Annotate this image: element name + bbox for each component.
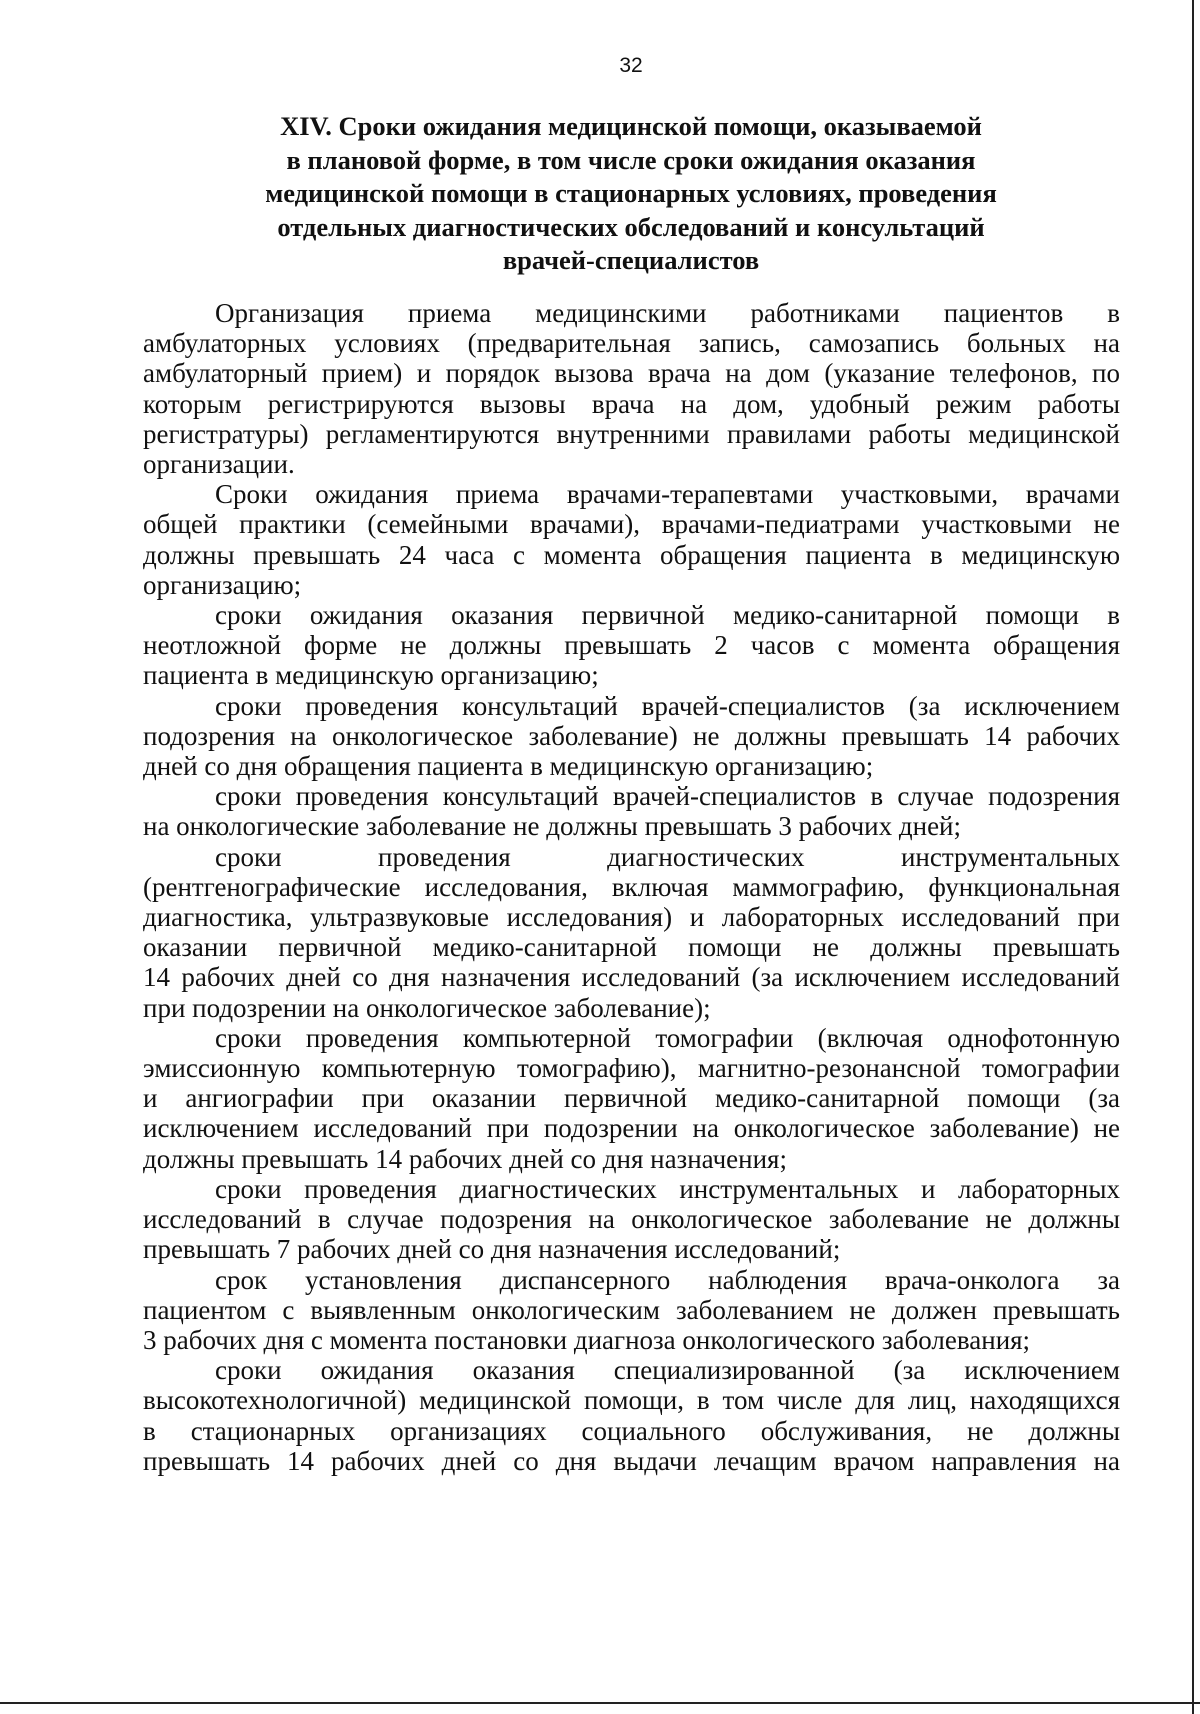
- heading-line: XIV. Сроки ожидания медицинской помощи, оказываемой: [280, 111, 982, 141]
- paragraph-line: Организация приема медицинскими работниками пациентов в: [215, 298, 1120, 328]
- paragraph: [143, 479, 1120, 600]
- page-number: 32: [619, 54, 643, 77]
- scan-border-right: [1192, 0, 1194, 1714]
- heading-line: отдельных диагностических обследований и консультаций: [277, 211, 985, 242]
- paragraph-line: сроки проведения компьютерной томографии (включая однофотонную: [215, 1022, 1120, 1053]
- paragraph-line: должны превышать 24 часа с момента обращения пациента в медицинскую: [143, 539, 1120, 570]
- paragraph: [143, 298, 1120, 479]
- paragraph-line: организацию;: [143, 569, 302, 600]
- paragraph-line: 3 рабочих дня с момента постановки диагноза онкологического заболевания;: [143, 1324, 1031, 1355]
- paragraph-line: должны превышать 14 рабочих дней со дня назначения;: [143, 1143, 787, 1174]
- heading-line: в плановой форме, в том числе сроки ожидания оказания: [286, 144, 976, 175]
- paragraph-line: амбулаторный прием) и порядок вызова врача на дом (указание телефонов, по: [143, 358, 1120, 389]
- paragraph-line: дней со дня обращения пациента в медицинскую организацию;: [143, 751, 874, 782]
- paragraph-line: высокотехнологичной) медицинской помощи, в том числе для лиц, находящихся: [143, 1385, 1120, 1416]
- paragraph-line: превышать 14 рабочих дней со дня выдачи лечащим врачом направления на: [143, 1445, 1120, 1476]
- paragraph: [143, 781, 1120, 841]
- section-heading: [170, 110, 1092, 278]
- paragraph-line: сроки проведения диагностических инструментальных: [215, 841, 1120, 872]
- paragraph-line: неотложной форме не должны превышать 2 часов с момента обращения: [143, 630, 1120, 661]
- paragraph-line: Сроки ожидания приема врачами-терапевтами участковыми, врачами: [215, 479, 1120, 510]
- body-text: [143, 298, 1120, 1476]
- paragraph-line: пациента в медицинскую организацию;: [143, 660, 599, 691]
- paragraph-line: эмиссионную компьютерную томографию), магнитно-резонансной томографии: [143, 1053, 1120, 1084]
- paragraph: [143, 1174, 1120, 1265]
- paragraph-line: организации.: [143, 449, 295, 480]
- paragraph-line: сроки проведения консультаций врачей-специалистов (за исключением: [215, 690, 1120, 721]
- paragraph-line: превышать 7 рабочих дней со дня назначения исследований;: [143, 1234, 841, 1265]
- paragraph-line: пациентом с выявленным онкологическим заболеванием не должен превышать: [143, 1294, 1120, 1325]
- scan-border-bottom: [0, 1702, 1200, 1704]
- paragraph-line: 14 рабочих дней со дня назначения исследований (за исключением исследований: [143, 962, 1120, 993]
- paragraph-line: регистратуры) регламентируются внутренними правилами работы медицинской: [143, 418, 1120, 449]
- paragraph-line: подозрения на онкологическое заболевание) не должны превышать 14 рабочих: [143, 720, 1120, 751]
- paragraph: [143, 600, 1120, 691]
- paragraph-line: которым регистрируются вызовы врача на дом, удобный режим работы: [143, 388, 1120, 419]
- paragraph-line: сроки ожидания оказания первичной медико-санитарной помощи в: [215, 600, 1120, 631]
- paragraph-line: диагностика, ультразвуковые исследования) и лабораторных исследований при: [143, 902, 1120, 933]
- paragraph-line: исключением исследований при подозрении на онкологическое заболевание) не: [143, 1113, 1120, 1144]
- paragraph-line: на онкологические заболевание не должны превышать 3 рабочих дней;: [143, 811, 962, 842]
- paragraph-line: оказании первичной медико-санитарной помощи не должны превышать: [143, 932, 1120, 963]
- paragraph-line: срок установления диспансерного наблюдения врача-онколога за: [215, 1264, 1120, 1295]
- paragraph-line: сроки ожидания оказания специализированной (за исключением: [215, 1355, 1120, 1386]
- paragraph-line: исследований в случае подозрения на онкологическое заболевание не должны: [143, 1204, 1120, 1235]
- paragraph-line: сроки проведения консультаций врачей-специалистов в случае подозрения: [215, 781, 1120, 812]
- paragraph: [143, 1023, 1120, 1174]
- paragraph-line: (рентгенографические исследования, включая маммографию, функциональная: [143, 871, 1120, 902]
- paragraph-line: в стационарных организациях социального обслуживания, не должны: [143, 1415, 1120, 1446]
- paragraph: [143, 691, 1120, 782]
- heading-line: врачей-специалистов: [502, 245, 760, 275]
- paragraph-line: при подозрении на онкологическое заболевание);: [143, 992, 711, 1023]
- paragraph: [143, 1355, 1120, 1476]
- paragraph-line: и ангиографии при оказании первичной медико-санитарной помощи (за: [143, 1083, 1120, 1114]
- paragraph: [143, 1265, 1120, 1356]
- paragraph-line: общей практики (семейными врачами), врачами-педиатрами участковыми не: [143, 509, 1120, 540]
- heading-line: медицинской помощи в стационарных условиях, проведения: [265, 178, 997, 208]
- paragraph-line: амбулаторных условиях (предварительная запись, самозапись больных на: [143, 328, 1120, 359]
- paragraph: [143, 842, 1120, 1023]
- paragraph-line: сроки проведения диагностических инструментальных и лабораторных: [215, 1173, 1120, 1204]
